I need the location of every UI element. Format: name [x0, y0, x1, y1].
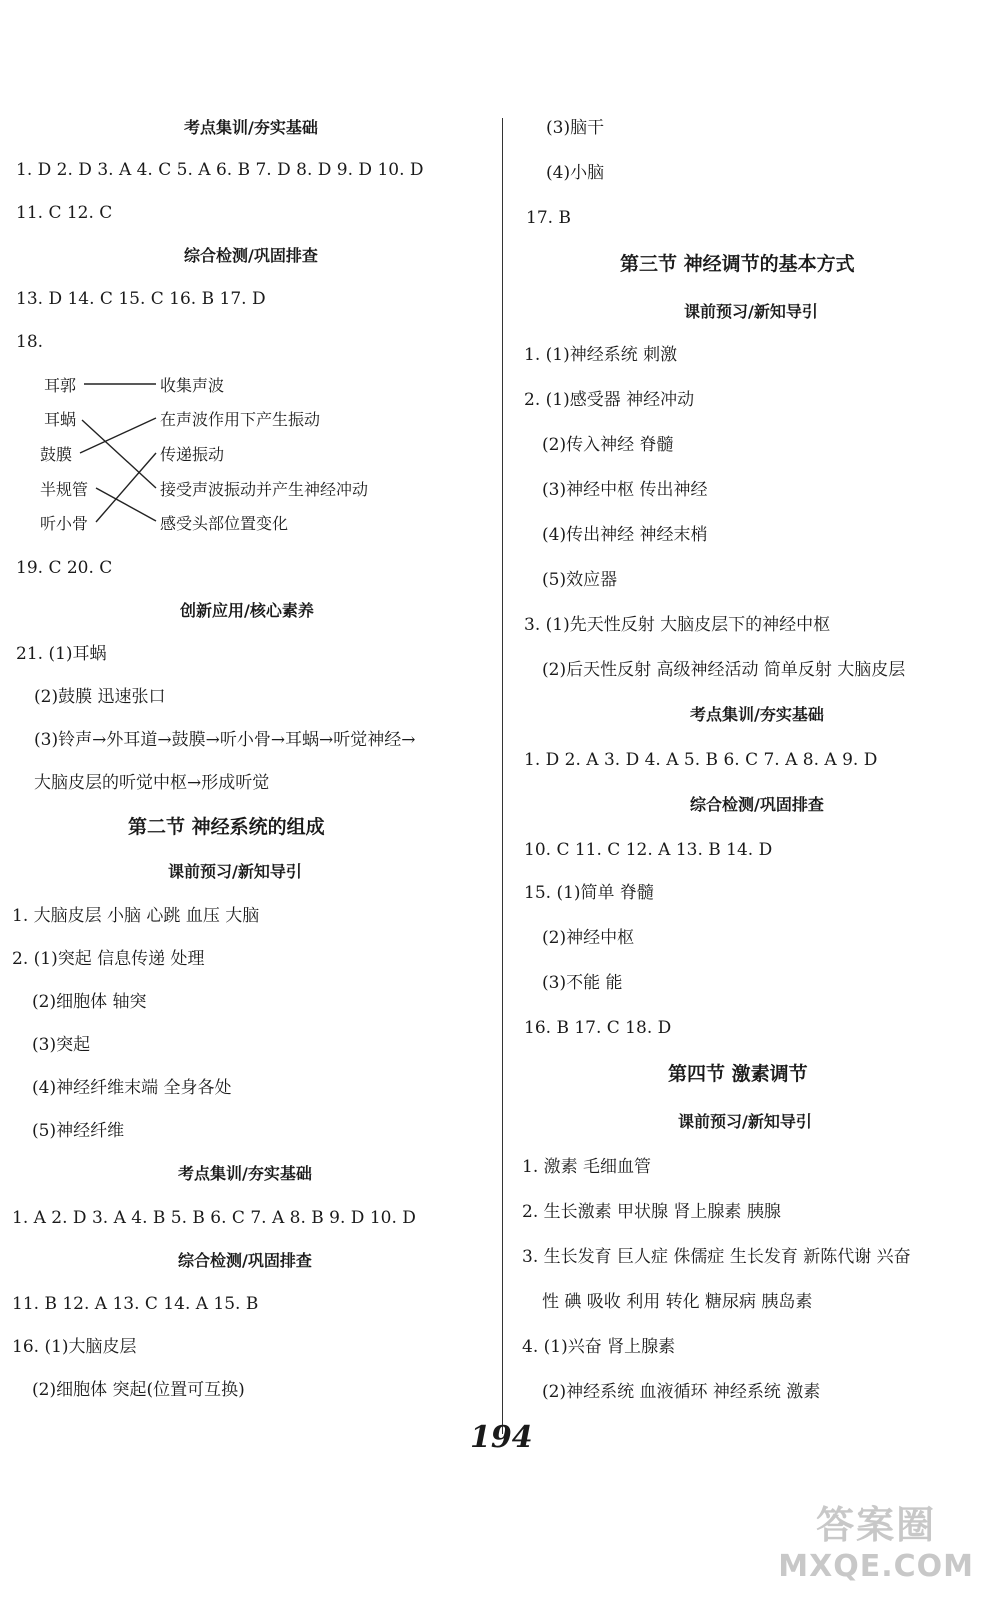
match-right-item: 接受声波振动并产生神经冲动: [160, 480, 369, 499]
left-s2-q2-2: (2)细胞体 轴突: [32, 992, 147, 1012]
left-q21-3-cont: 大脑皮层的听觉中枢→形成听觉: [34, 773, 270, 793]
right-heading-kecian-1: 课前预习/新知导引: [684, 302, 818, 321]
left-heading-zonghe-1: 综合检测/巩固排查: [184, 246, 318, 265]
left-heading-kaodian-1: 考点集训/夯实基础: [184, 118, 318, 137]
watermark-cn: 答案圈: [816, 1503, 937, 1547]
right-s3-q1: 1. (1)神经系统 刺激: [524, 345, 678, 365]
match-line: [80, 418, 156, 453]
match-left-item: 耳郭: [44, 376, 77, 395]
right-s3-q15-1: 15. (1)简单 脊髓: [524, 883, 654, 903]
right-heading-kecian-2: 课前预习/新知导引: [678, 1112, 812, 1131]
match-right-item: 传递振动: [160, 445, 225, 464]
left-heading-zonghe-2: 综合检测/巩固排查: [178, 1251, 312, 1270]
right-s4-q1: 1. 激素 毛细血管: [522, 1157, 652, 1177]
right-s3-q15-2: (2)神经中枢: [542, 928, 635, 948]
left-q21-3: (3)铃声→外耳道→鼓膜→听小骨→耳蜗→听觉神经→: [34, 730, 416, 750]
right-s3-q15-3: (3)不能 能: [542, 973, 623, 993]
right-s3-q2-5: (5)效应器: [542, 570, 618, 590]
match-right-item: 收集声波: [160, 376, 225, 395]
left-answers-1-10: 1. D 2. D 3. A 4. C 5. A 6. B 7. D 8. D 9. D 10. D: [16, 160, 424, 180]
column-divider: [502, 118, 503, 1434]
left-s2-q2-5: (5)神经纤维: [32, 1121, 125, 1141]
left-q18-label: 18.: [16, 332, 44, 352]
right-s4-q3-cont: 性 碘 吸收 利用 转化 糖尿病 胰岛素: [542, 1292, 813, 1312]
left-s2-answers-1-10: 1. A 2. D 3. A 4. B 5. B 6. C 7. A 8. B 9. D 10. D: [12, 1208, 416, 1228]
match-line: [96, 453, 156, 522]
right-s3-q2-3: (3)神经中枢 传出神经: [542, 480, 708, 500]
left-s2-q16-2: (2)细胞体 突起(位置可互换): [32, 1380, 245, 1400]
left-q21-2: (2)鼓膜 迅速张口: [34, 687, 166, 707]
right-s3-answers-1-9: 1. D 2. A 3. D 4. A 5. B 6. C 7. A 8. A 9. D: [524, 750, 878, 770]
page-number: 194: [470, 1420, 533, 1455]
left-heading-kecian-1: 课前预习/新知导引: [168, 862, 302, 881]
left-s2-q2-1: 2. (1)突起 信息传递 处理: [12, 949, 205, 969]
match-left-item: 耳蜗: [44, 410, 77, 429]
left-section-title-2: 第二节 神经系统的组成: [128, 816, 325, 838]
left-s2-q2-4: (4)神经纤维末端 全身各处: [32, 1078, 232, 1098]
right-s3-q2-4: (4)传出神经 神经末梢: [542, 525, 708, 545]
right-s4-q4-2: (2)神经系统 血液循环 神经系统 激素: [542, 1382, 821, 1402]
left-q21-1: 21. (1)耳蜗: [16, 644, 107, 664]
right-s3-q2-1: 2. (1)感受器 神经冲动: [524, 390, 695, 410]
match-left-item: 鼓膜: [40, 445, 73, 464]
match-line: [82, 420, 156, 488]
match-right-item: 感受头部位置变化: [160, 514, 289, 533]
right-q16-4: (4)小脑: [546, 163, 605, 183]
match-left-item: 听小骨: [40, 514, 89, 533]
watermark: [778, 1494, 974, 1584]
left-answers-13-17: 13. D 14. C 15. C 16. B 17. D: [16, 289, 266, 309]
matching-lines: [0, 0, 996, 600]
left-s2-q1: 1. 大脑皮层 小脑 心跳 血压 大脑: [12, 906, 260, 926]
right-s3-q3-2: (2)后天性反射 高级神经活动 简单反射 大脑皮层: [542, 660, 906, 680]
right-heading-zonghe-1: 综合检测/巩固排查: [690, 795, 824, 814]
match-right-item: 在声波作用下产生振动: [160, 410, 321, 429]
left-answers-11-12: 11. C 12. C: [16, 203, 113, 223]
right-q17: 17. B: [526, 208, 571, 228]
right-section-title-3: 第三节 神经调节的基本方式: [620, 253, 855, 275]
left-s2-answers-11-15: 11. B 12. A 13. C 14. A 15. B: [12, 1294, 259, 1314]
right-s3-answers-10-14: 10. C 11. C 12. A 13. B 14. D: [524, 840, 773, 860]
right-s4-q2: 2. 生长激素 甲状腺 肾上腺素 胰腺: [522, 1202, 781, 1222]
watermark-url: MXQE.COM: [778, 1549, 974, 1584]
right-s4-q3: 3. 生长发育 巨人症 侏儒症 生长发育 新陈代谢 兴奋: [522, 1247, 911, 1267]
right-section-title-4: 第四节 激素调节: [668, 1063, 808, 1085]
left-heading-chuangxin: 创新应用/核心素养: [180, 601, 314, 620]
right-s3-q3-1: 3. (1)先天性反射 大脑皮层下的神经中枢: [524, 615, 831, 635]
left-s2-q2-3: (3)突起: [32, 1035, 91, 1055]
right-q16-3: (3)脑干: [546, 118, 605, 138]
left-heading-kaodian-2: 考点集训/夯实基础: [178, 1164, 312, 1183]
left-answers-19-20: 19. C 20. C: [16, 558, 113, 578]
left-s2-q16-1: 16. (1)大脑皮层: [12, 1337, 137, 1357]
match-line: [96, 488, 156, 521]
right-heading-kaodian-1: 考点集训/夯实基础: [690, 705, 824, 724]
match-left-item: 半规管: [40, 480, 89, 499]
right-s3-answers-16-18: 16. B 17. C 18. D: [524, 1018, 672, 1038]
right-s4-q4-1: 4. (1)兴奋 肾上腺素: [522, 1337, 676, 1357]
right-s3-q2-2: (2)传入神经 脊髓: [542, 435, 674, 455]
